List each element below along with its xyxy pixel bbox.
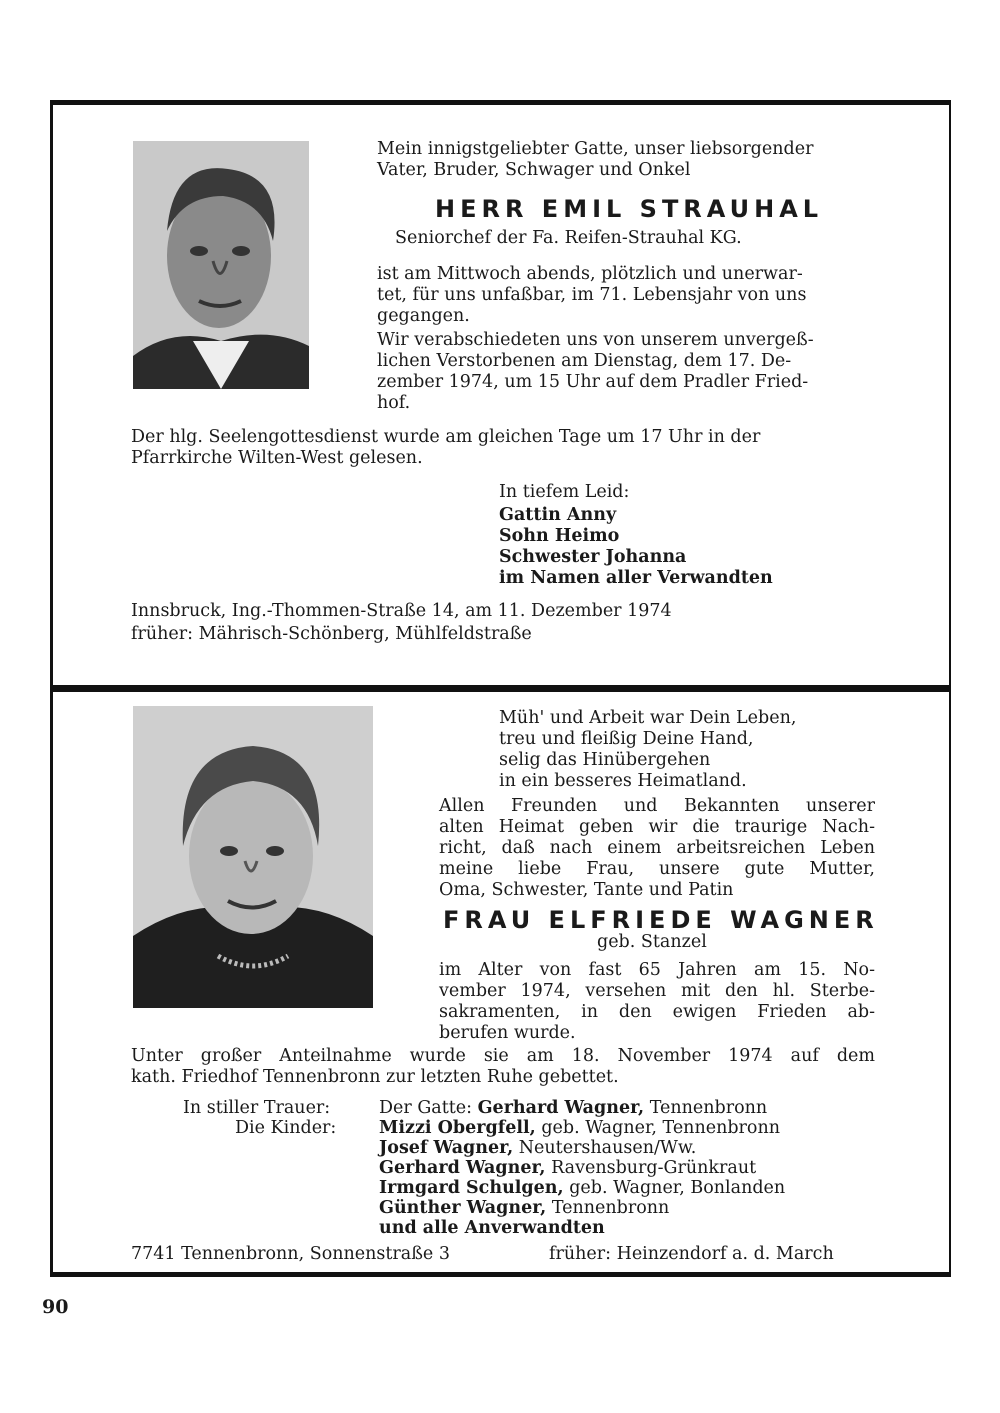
address: Innsbruck, Ing.-Thommen-Straße 14, am 11. Dezember 1974 [131,601,672,621]
mourning-label: In stiller Trauer: [183,1098,331,1118]
death-line-3: sakramenten, in den ewigen Frieden ab- [439,1002,875,1022]
death-line-3: gegangen. [377,306,470,326]
burial-line-1: Unter großer Anteilnahme wurde sie am 18. November 1974 auf dem [131,1046,875,1066]
mourner-1-place: Tennenbronn [644,1098,768,1118]
intro-line-2: Vater, Bruder, Schwager und Onkel [377,160,691,180]
deceased-name: HERR EMIL STRAUHAL [435,195,824,223]
mourner-5 [379,1178,785,1199]
death-line-1: ist am Mittwoch abends, plötzlich und unerwar- [377,264,803,284]
farewell-line-4: hof. [377,393,411,413]
former-address: früher: Mährisch-Schönberg, Mühlfeldstraße [131,624,532,644]
mourner-2-name: Mizzi Obergfell, [379,1118,536,1138]
poem-line-3: selig das Hinübergehen [499,750,711,770]
mourner-3: Schwester Johanna [499,547,687,567]
announcement-line-3: richt, daß nach einem arbeitsreichen Leben [439,838,875,858]
woman-portrait-icon [133,706,373,1008]
mourner-6 [379,1198,669,1219]
deceased-name: FRAU ELFRIEDE WAGNER [443,906,879,934]
announcement-line-2: alten Heimat geben wir die traurige Nach- [439,817,875,837]
announcement-line-1: Allen Freunden und Bekannten unserer [439,796,875,816]
mourner-1-role: Der Gatte: [379,1098,478,1118]
mass-line-1: Der hlg. Seelengottesdienst wurde am gleichen Tage um 17 Uhr in der [131,427,761,447]
obituary-notice-strauhal [50,100,951,689]
mourning-label: In tiefem Leid: [499,482,630,502]
farewell-line-1: Wir verabschiedeten uns von unserem unvergeß- [377,330,814,350]
poem-line-4: in ein besseres Heimatland. [499,771,747,791]
burial-line-2: kath. Friedhof Tennenbronn zur letzten Ruhe gebettet. [131,1067,619,1087]
intro-line-1: Mein innigstgeliebter Gatte, unser liebsorgender [377,139,814,159]
mourner-1: Gattin Anny [499,505,617,525]
mourner-2 [379,1118,780,1139]
obituary-notice-wagner [50,688,951,1277]
mourner-3-name: Josef Wagner, [379,1138,514,1158]
mourner-7 [379,1218,605,1239]
page-number: 90 [42,1296,69,1318]
mourner-4 [379,1158,756,1179]
mass-line-2: Pfarrkirche Wilten-West gelesen. [131,448,423,468]
children-label: Die Kinder: [235,1118,337,1138]
mourner-6-place: Tennenbronn [546,1198,670,1218]
announcement-line-4: meine liebe Frau, unsere gute Mutter, [439,859,875,879]
man-portrait-icon [133,141,309,389]
mourner-1-name: Gerhard Wagner, [477,1098,645,1118]
mourner-5-place: geb. Wagner, Bonlanden [563,1178,786,1198]
former-address: früher: Heinzendorf a. d. March [549,1244,834,1264]
mourner-4-name: Gerhard Wagner, [379,1158,546,1178]
poem-line-1: Müh' und Arbeit war Dein Leben, [499,708,797,728]
maiden-name: geb. Stanzel [597,932,707,952]
mourner-4-place: Ravensburg-Grünkraut [545,1158,757,1178]
mourner-2: Sohn Heimo [499,526,620,546]
portrait-photo-emil-strauhal [133,141,309,389]
mourner-2-place: geb. Wagner, Tennenbronn [535,1118,780,1138]
mourner-6-name: Günther Wagner, [379,1198,547,1218]
mourner-5-name: Irmgard Schulgen, [379,1178,564,1198]
mourner-3-place: Neutershausen/Ww. [513,1138,697,1158]
mourner-7-name: und alle Anverwandten [379,1218,605,1238]
announcement-line-5: Oma, Schwester, Tante und Patin [439,880,734,900]
deceased-position: Seniorchef der Fa. Reifen-Strauhal KG. [395,228,742,248]
farewell-line-2: lichen Verstorbenen am Dienstag, dem 17. De- [377,351,792,371]
death-line-2: vember 1974, versehen mit den hl. Sterbe- [439,981,875,1001]
farewell-line-3: zember 1974, um 15 Uhr auf dem Pradler Fried- [377,372,809,392]
poem-line-2: treu und fleißig Deine Hand, [499,729,754,749]
death-line-1: im Alter von fast 65 Jahren am 15. No- [439,960,875,980]
mourner-1 [379,1098,767,1119]
mourner-4: im Namen aller Verwandten [499,568,773,588]
portrait-photo-elfriede-wagner [133,706,373,1008]
death-line-4: berufen wurde. [439,1023,576,1043]
death-line-2: tet, für uns unfaßbar, im 71. Lebensjahr von uns [377,285,807,305]
mourner-3 [379,1138,696,1159]
address: 7741 Tennenbronn, Sonnenstraße 3 [131,1244,450,1264]
